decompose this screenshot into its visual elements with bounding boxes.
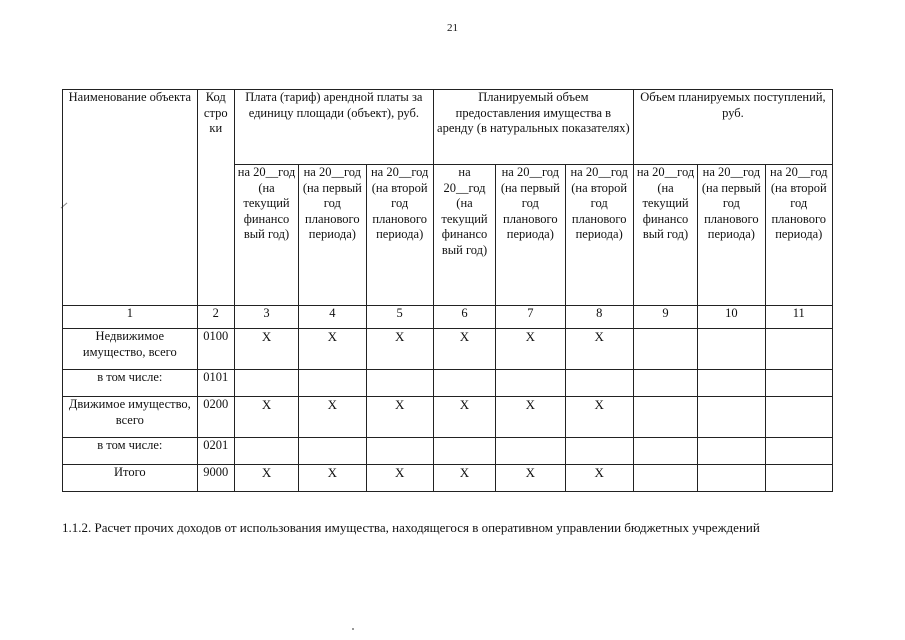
table-row [63,397,833,438]
column-number: 2 [197,306,234,329]
column-number: 7 [496,306,565,329]
subheader-cell: на 20__год (на первый год планового периода) [299,165,366,306]
value-cell [698,397,765,438]
value-cell [234,370,298,397]
value-cell: X [433,465,495,492]
value-cell: X [366,329,433,370]
value-cell: X [433,329,495,370]
income-table [62,89,833,492]
value-cell: X [366,397,433,438]
value-cell [765,465,832,492]
value-cell: X [299,329,366,370]
value-cell: X [496,397,565,438]
row-code: 0200 [197,397,234,438]
value-cell [698,370,765,397]
value-cell [496,370,565,397]
value-cell [633,438,697,465]
column-number: 3 [234,306,298,329]
value-cell [765,397,832,438]
value-cell: X [366,465,433,492]
value-cell [234,438,298,465]
subheader-cell: на 20__год (на второй год планового периода) [565,165,633,306]
value-cell: X [234,329,298,370]
value-cell: X [234,397,298,438]
row-code: 0201 [197,438,234,465]
subheader-cell: на 20__год (на второй год планового периода) [765,165,832,306]
value-cell: X [299,465,366,492]
value-cell: X [496,465,565,492]
table-row-total [63,465,833,492]
value-cell [633,397,697,438]
row-name: Недвижимое имущество, всего [63,329,198,370]
row-name: Итого [63,465,198,492]
value-cell [565,438,633,465]
column-number: 1 [63,306,198,329]
row-name: в том числе: [63,438,198,465]
row-code: 9000 [197,465,234,492]
value-cell: X [234,465,298,492]
subheader-cell: на 20__год (на второй год планового периода) [366,165,433,306]
column-number: 8 [565,306,633,329]
row-name: в том числе: [63,370,198,397]
value-cell: X [565,329,633,370]
row-name: Движимое имущество, всего [63,397,198,438]
value-cell [366,438,433,465]
table-row [63,438,833,465]
value-cell [433,438,495,465]
scan-dot [352,628,354,630]
subheader-cell: на 20__год (на текущий финансо вый год) [234,165,298,306]
value-cell [299,370,366,397]
value-cell [633,329,697,370]
column-number: 10 [698,306,765,329]
value-cell: X [565,397,633,438]
value-cell [299,438,366,465]
value-cell [565,370,633,397]
page-number: 21 [447,22,458,34]
value-cell: X [496,329,565,370]
value-cell [698,465,765,492]
value-cell: X [299,397,366,438]
header-code: Код стро ки [197,90,234,306]
value-cell: X [565,465,633,492]
subheader-cell: на 20__год (на текущий финансо вый год) [433,165,495,306]
row-code: 0100 [197,329,234,370]
column-number: 5 [366,306,433,329]
section-heading: 1.1.2. Расчет прочих доходов от использования имущества, находящегося в оперативном управлении бюджетных учреждений [62,520,760,535]
column-number: 4 [299,306,366,329]
value-cell [698,438,765,465]
value-cell [633,465,697,492]
header-group-revenue: Объем планируемых поступлений, руб. [633,90,832,165]
column-number: 11 [765,306,832,329]
header-group-volume: Планируемый объем предоставления имущества в аренду (в натуральных показателях) [433,90,633,165]
value-cell [765,329,832,370]
column-number: 6 [433,306,495,329]
value-cell [765,370,832,397]
value-cell [765,438,832,465]
value-cell [433,370,495,397]
value-cell [496,438,565,465]
table-row [63,329,833,370]
value-cell [698,329,765,370]
row-code: 0101 [197,370,234,397]
subheader-cell: на 20__год (на первый год планового периода) [496,165,565,306]
column-number: 9 [633,306,697,329]
value-cell: X [433,397,495,438]
subheader-cell: на 20__год (на текущий финансо вый год) [633,165,697,306]
value-cell [366,370,433,397]
subheader-cell: на 20__год (на первый год планового периода) [698,165,765,306]
header-group-tariff: Плата (тариф) арендной платы за единицу площади (объект), руб. [234,90,433,165]
table-row [63,370,833,397]
header-name: Наименование объекта [63,90,198,306]
value-cell [633,370,697,397]
